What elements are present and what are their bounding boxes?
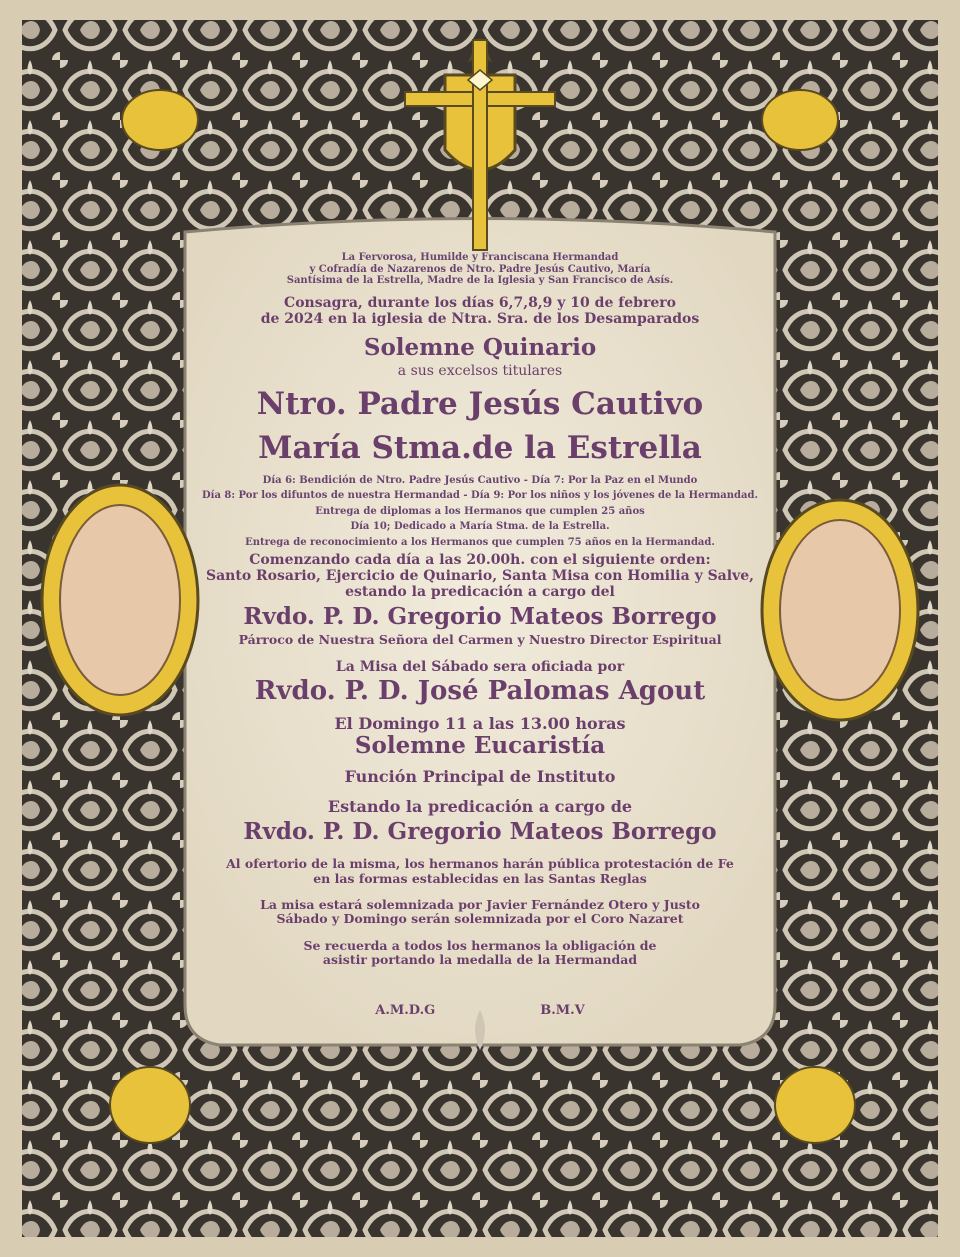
- brotherhood-line-2: y Cofradía de Nazarenos de Ntro. Padre Jesús Cautivo, María: [309, 263, 651, 275]
- sunday-function: Función Principal de Instituto: [344, 766, 616, 786]
- medallion-jesus-icon: [42, 485, 198, 715]
- brotherhood-line-3: Santísima de la Estrella, Madre de la Iglesia y San Francisco de Asís.: [286, 275, 674, 286]
- sunday-title: Solemne Eucaristía: [354, 732, 606, 760]
- protest-line-2: en las formas establecidas en las Santas Reglas: [313, 870, 647, 886]
- motto-amdg: A.M.D.G: [375, 1003, 436, 1019]
- motto-bmv: B.M.V: [540, 1003, 585, 1019]
- order-line-3: estando la predicación a cargo del: [345, 584, 615, 601]
- protest-line-1: Al ofertorio de la misma, los hermanos harán pública protestación de Fe: [226, 856, 734, 872]
- schedule-line-4: Día 10; Dedicado a María Stma. de la Estrella.: [350, 521, 610, 532]
- reminder-line-2: asistir portando la medalla de la Hermandad: [322, 952, 638, 967]
- consagra-line-2: de 2024 en la iglesia de Ntra. Sra. de los Desamparados: [260, 310, 700, 327]
- order-line-1: Comenzando cada día a las 20.00h. con el siguiente orden:: [249, 552, 711, 568]
- sunday-preacher-name: Rvdo. P. D. Gregorio Mateos Borrego: [243, 817, 717, 845]
- music-line-2: Sábado y Domingo serán solemnizada por el Coro Nazaret: [276, 911, 684, 927]
- schedule-line-1: Día 6: Bendición de Ntro. Padre Jesús Cautivo - Día 7: Por la Paz en el Mundo: [262, 474, 698, 486]
- preacher-role: Párroco de Nuestra Señora del Carmen y Nuestro Director Espiritual: [238, 631, 722, 647]
- music-line-1: La misa estará solemnizada por Javier Fernández Otero y Justo: [260, 896, 700, 912]
- schedule-line-3: Entrega de diplomas a los Hermanos que cumplen 25 años: [315, 505, 645, 517]
- schedule-line-2: Día 8: Por los difuntos de nuestra Hermandad - Día 9: Por los niños y los jóvenes de la Hermandad.: [201, 490, 758, 501]
- schedule-line-5: Entrega de reconocimiento a los Hermanos que cumplen 75 años en la Hermandad.: [245, 536, 715, 548]
- titular-2: María Stma.de la Estrella: [258, 429, 702, 466]
- announcement-text: [190, 252, 770, 1018]
- sunday-date: El Domingo 11 a las 13.00 horas: [334, 714, 626, 734]
- preacher-name: Rvdo. P. D. Gregorio Mateos Borrego: [243, 603, 717, 631]
- titular-1: Ntro. Padre Jesús Cautivo: [256, 386, 704, 423]
- quinario-title: Solemne Quinario: [363, 333, 597, 361]
- quinario-subtitle: a sus excelsos titulares: [397, 363, 563, 380]
- footer-mottos: [190, 1003, 770, 1018]
- saturday-celebrant: Rvdo. P. D. José Palomas Agout: [254, 676, 706, 707]
- order-line-2: Santo Rosario, Ejercicio de Quinario, Santa Misa con Homilia y Salve,: [206, 568, 754, 585]
- brotherhood-line-1: La Fervorosa, Humilde y Franciscana Hermandad: [341, 252, 619, 263]
- saturday-intro: La Misa del Sábado sera oficiada por: [335, 659, 625, 676]
- reminder-line-1: Se recuerda a todos los hermanos la obligación de: [303, 937, 657, 953]
- consagra-line-1: Consagra, durante los días 6,7,8,9 y 10 de febrero: [284, 294, 676, 311]
- medallion-virgin-icon: [762, 500, 918, 720]
- sunday-preacher-intro: Estando la predicación a cargo de: [327, 797, 633, 817]
